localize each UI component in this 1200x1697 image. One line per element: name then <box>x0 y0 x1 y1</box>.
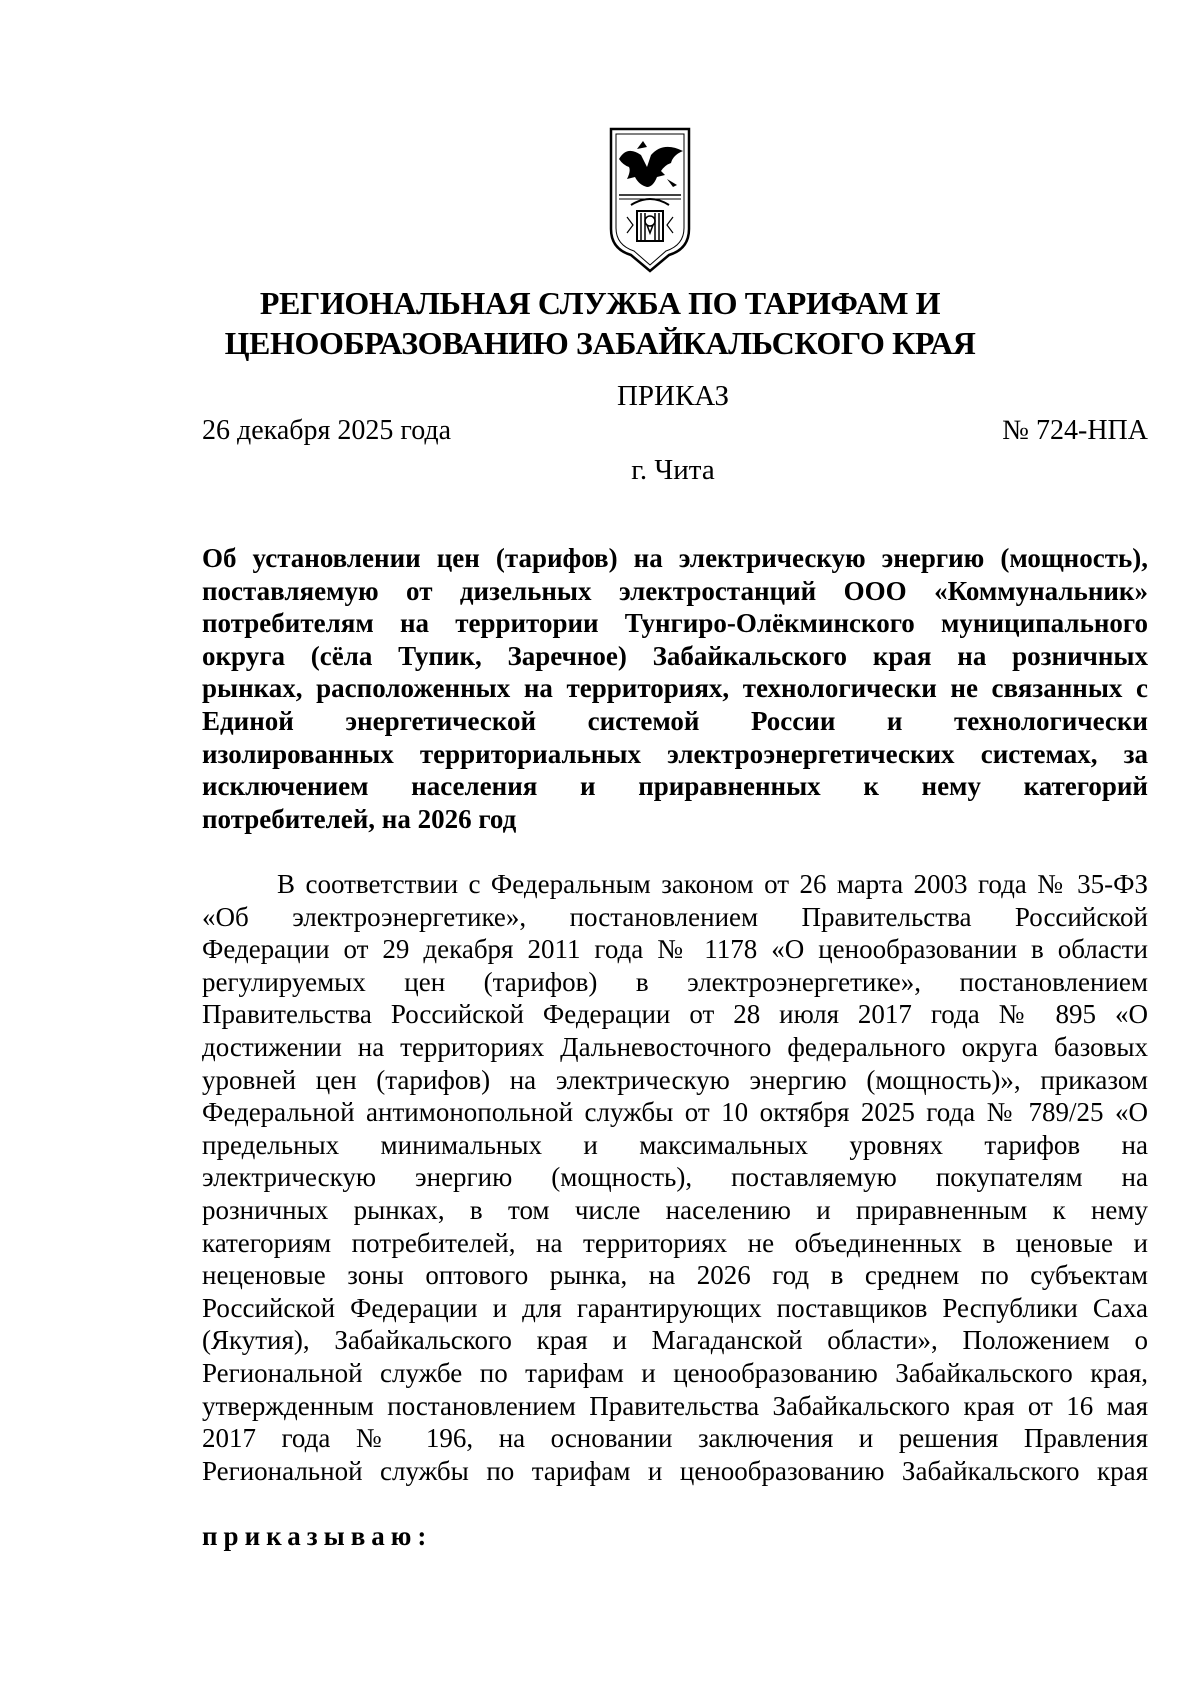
subject-line: Единой энергетической системой России и технологически <box>202 705 1148 736</box>
subject-line: исключением населения и приравненных к нему категорий <box>202 771 1148 802</box>
subject-line: потребителей, на 2026 год <box>202 803 517 834</box>
body-line: Региональной службы по тарифам и ценообразованию Забайкальского края <box>202 1455 1148 1486</box>
subject-line: поставляемую от дизельных электростанций ООО «Коммунальник» <box>202 575 1148 606</box>
subject-line: потребителям на территории Тунгиро-Олёкминского муниципального <box>202 608 1148 639</box>
body-line: предельных минимальных и максимальных уровнях тарифов на <box>202 1129 1148 1160</box>
body-line: неценовые зоны оптового рынка, на 2026 год в среднем по субъектам <box>202 1260 1148 1291</box>
body-line: регулируемых цен (тарифов) в электроэнергетике», постановлением <box>202 966 1148 997</box>
body-line: «Об электроэнергетике», постановлением Правительства Российской <box>202 901 1148 932</box>
order-command: приказываю: <box>202 1521 433 1551</box>
subject-line: округа (сёла Тупик, Заречное) Забайкальского края на розничных <box>202 640 1148 671</box>
body-line: достижении на территориях Дальневосточного федерального округа базовых <box>202 1031 1148 1062</box>
subject-line: изолированных территориальных электроэнергетических системах, за <box>202 738 1148 769</box>
coat-of-arms-emblem <box>607 125 693 275</box>
order-date: 26 декабря 2025 года <box>202 415 452 446</box>
body-line: В соответствии с Федеральным законом от 26 марта 2003 года № 35-ФЗ <box>277 869 1148 899</box>
order-title: ПРИКАЗ <box>616 380 730 412</box>
body-line: Региональной службе по тарифам и ценообразованию Забайкальского края, <box>202 1357 1148 1388</box>
order-subject <box>202 542 1148 835</box>
order-city: г. Чита <box>631 454 715 486</box>
body-line: Федеральной антимонопольной службы от 10 октября 2025 года № 789/25 «О <box>202 1097 1148 1128</box>
body-line: электрическую энергию (мощность), поставляемую покупателям на <box>202 1162 1148 1193</box>
body-line: 2017 года № 196, на основании заключения и решения Правления <box>202 1423 1148 1454</box>
body-line: Российской Федерации и для гарантирующих поставщиков Республики Саха <box>202 1292 1148 1323</box>
preamble-paragraph <box>202 868 1148 1487</box>
agency-name <box>180 283 1020 363</box>
body-line: утвержденным постановлением Правительства Забайкальского края от 16 мая <box>202 1390 1148 1421</box>
body-line: уровней цен (тарифов) на электрическую энергию (мощность)», приказом <box>202 1064 1148 1095</box>
body-line: Правительства Российской Федерации от 28 июля 2017 года № 895 «О <box>202 999 1148 1030</box>
body-line: Федерации от 29 декабря 2011 года № 1178 «О ценообразовании в области <box>202 934 1148 965</box>
subject-line: Об установлении цен (тарифов) на электрическую энергию (мощность), <box>202 543 1148 573</box>
agency-name-line-2: ЦЕНООБРАЗОВАНИЮ ЗАБАЙКАЛЬСКОГО КРАЯ <box>224 325 976 361</box>
body-line: розничных рынках, в том числе населению и приравненным к нему <box>202 1194 1148 1225</box>
agency-name-line-1: РЕГИОНАЛЬНАЯ СЛУЖБА ПО ТАРИФАМ И <box>259 285 941 321</box>
body-line: категориям потребителей, на территориях не объединенных в ценовые и <box>202 1227 1148 1258</box>
body-line: (Якутия), Забайкальского края и Магаданской области», Положением о <box>202 1325 1148 1356</box>
subject-line: рынках, расположенных на территориях, технологически не связанных с <box>202 673 1148 704</box>
order-number: № 724-НПА <box>1002 415 1148 446</box>
